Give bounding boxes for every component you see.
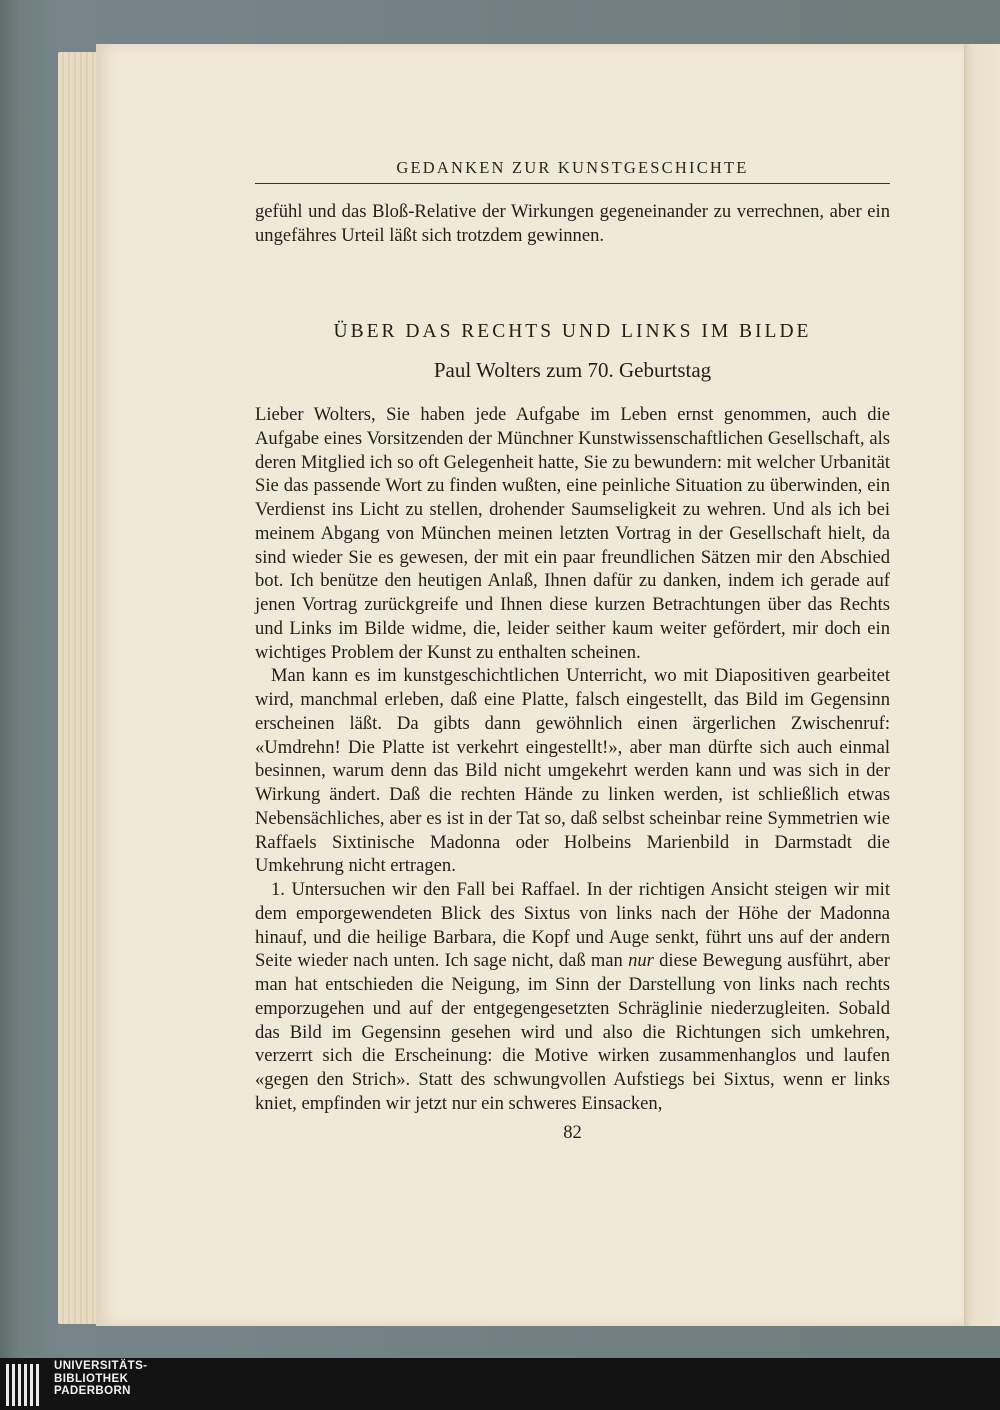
paragraph-3 [255,878,890,1116]
running-head: GEDANKEN ZUR KUNSTGESCHICHTE [396,158,749,177]
facing-page-edge [964,44,1000,1326]
chapter-subtitle: Paul Wolters zum 70. Geburtstag [433,358,712,382]
library-logo-icon [6,1364,44,1406]
italic-word: nur [628,950,654,972]
page-edges [58,52,98,1324]
running-head-rule [255,183,890,184]
paragraph-3-part-2: diese Bewegung ausführt, aber man hat entschieden die Neigung, im Sinn der Darstellung von links nach rechts emporzugehen und auf der entgegengesetzten Schräglinie niederzugleiten. Sobald das Bild im Gegensinn gesehen wird und also die Richtungen sich umkehren, verzerrt sich die Erscheinung: die Motive wirken zusammenhanglos und laufen «gegen den Strich». Statt des schwungvollen Aufstiegs bei Sixtus, wenn er links kniet, empfinden wir jetzt nur ein schweres Einsacken, [255,950,890,1114]
intro-paragraph: gefühl und das Bloß-Relative der Wirkungen gegeneinander zu verrechnen, aber ein ungefähres Urteil läßt sich trotzdem gewinnen. [255,201,890,246]
footer-bar [0,1358,1000,1410]
chapter-title: ÜBER DAS RECHTS UND LINKS IM BILDE [333,321,812,342]
library-logo-line-1: UNIVERSITÄTS- [54,1360,148,1372]
paragraph-1: Lieber Wolters, Sie haben jede Aufgabe im Leben ernst genommen, auch die Aufgabe eines Vorsitzenden der Münchner Kunstwissenschaftlichen Gesellschaft, als deren Mitglied ich so oft Gelegenheit hatte, Sie zu bewundern: mit welcher Urbanität Sie das passende Wort zu finden wußten, eine peinliche Situation zu überwinden, ein Verdienst ins Licht zu stellen, drohender Saumseligkeit zu wehren. Und als ich bei meinem Abgang von München meinen letzten Vortrag in der Gesellschaft hielt, da sind wieder Sie es gewesen, der mit ein paar freundlichen Sätzen mir den Abschied bot. Ich benütze den heutigen Anlaß, Ihnen dafür zu danken, indem ich gerade auf jenen Vortrag zurückgreife und Ihnen diese kurzen Betrachtungen über das Rechts und Links im Bilde widme, die, leider seither kaum weiter gefördert, mir doch ein wichtiges Problem der Kunst zu enthalten scheinen. [255,404,890,663]
body-text [255,403,890,1116]
paragraph-2: Man kann es im kunstgeschichtlichen Unterricht, wo mit Diapositiven gearbeitet wird, manchmal erleben, daß eine Platte, falsch eingestellt, das Bild im Gegensinn erscheinen läßt. Da gibts dann gewöhnlich einen ärgerlichen Zwischenruf: «Umdrehn! Die Platte ist verkehrt eingestellt!», aber man dürfte sich auch einmal besinnen, warum denn das Bild nicht umgekehrt werden kann und was sich in der Wirkung ändert. Daß die rechten Hände zu linken werden, ist schließlich etwas Nebensächliches, aber es ist in der Tat so, daß selbst scheinbar reine Symmetrien wie Raffaels Sixtinische Madonna oder Holbeins Marienbild in Darmstadt die Umkehrung nicht ertragen. [255,665,890,877]
intro-text [255,200,890,248]
page-number: 82 [563,1122,582,1143]
library-logo-line-2: BIBLIOTHEK [54,1372,129,1385]
library-logo-text [54,1360,147,1398]
library-logo-line-3: PADERBORN [54,1385,131,1397]
paragraph-3-part-1: 1. Untersuchen wir den Fall bei Raffael. In der richtigen Ansicht steigen wir mit dem emporgewendeten Blick des Sixtus von links nach der Höhe der Madonna hinauf, und die heilige Barbara, die Kopf und Auge senkt, führt uns auf der andern Seite wieder nach unten. Ich sage nicht, daß man [255,879,890,972]
